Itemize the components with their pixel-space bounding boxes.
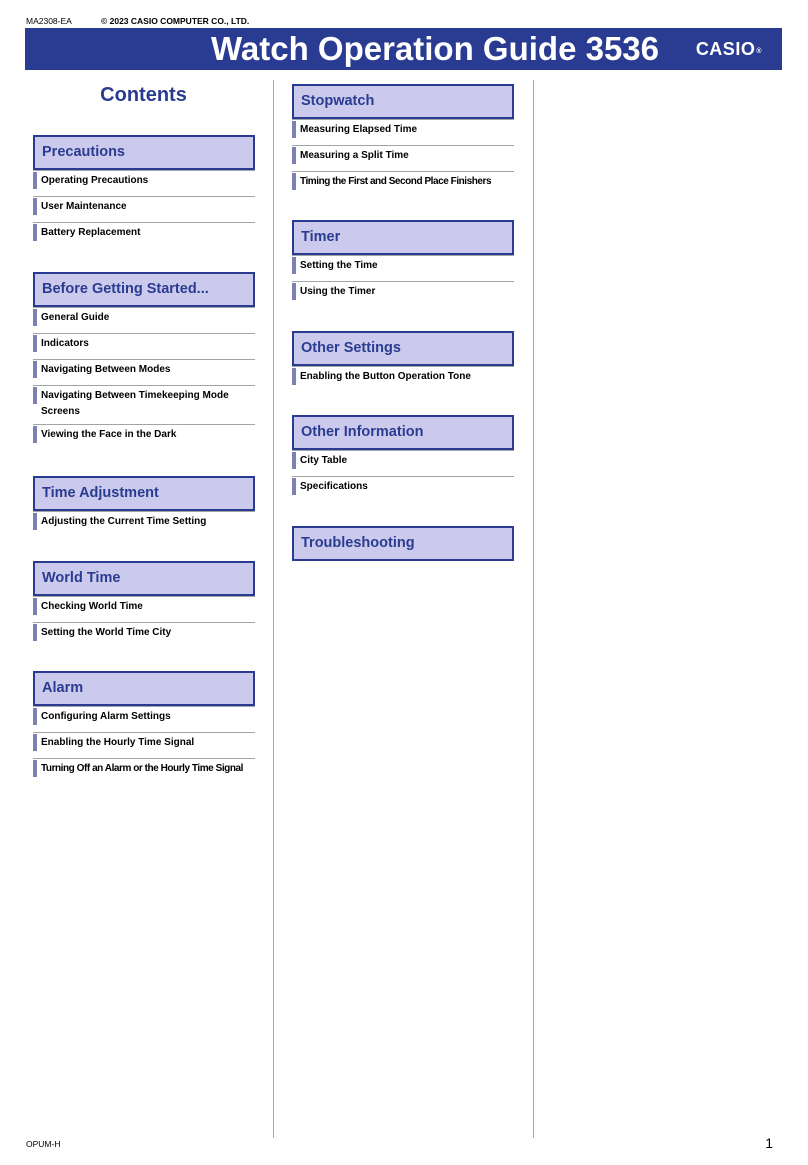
brand-name: CASIO	[695, 39, 756, 59]
toc-link-user-maintenance[interactable]: User Maintenance	[33, 196, 255, 222]
section-heading-time-adjustment[interactable]: Time Adjustment	[33, 476, 255, 511]
section-heading-before-getting-started[interactable]: Before Getting Started...	[33, 272, 255, 307]
toc-link-enabling-hourly-signal[interactable]: Enabling the Hourly Time Signal	[33, 732, 255, 758]
toc-link-navigating-timekeeping-screens[interactable]: Navigating Between Timekeeping Mode Screens	[33, 385, 255, 424]
column-divider	[533, 80, 534, 1138]
toc-link-using-the-timer[interactable]: Using the Timer	[292, 281, 514, 307]
toc-link-configuring-alarm[interactable]: Configuring Alarm Settings	[33, 706, 255, 732]
toc-link-measuring-split-time[interactable]: Measuring a Split Time	[292, 145, 514, 171]
section-heading-troubleshooting[interactable]: Troubleshooting	[292, 526, 514, 561]
section-troubleshooting	[292, 526, 514, 561]
section-before-getting-started	[33, 272, 255, 450]
toc-link-checking-world-time[interactable]: Checking World Time	[33, 596, 255, 622]
toc-link-setting-the-time[interactable]: Setting the Time	[292, 255, 514, 281]
section-alarm	[33, 671, 255, 784]
contents-heading: Contents	[100, 84, 187, 106]
copyright-notice: © 2023 CASIO COMPUTER CO., LTD.	[101, 16, 250, 26]
toc-link-specifications[interactable]: Specifications	[292, 476, 514, 502]
document-code: MA2308-EA	[26, 16, 72, 26]
page-title: Watch Operation Guide 3536	[210, 30, 659, 67]
section-heading-stopwatch[interactable]: Stopwatch	[292, 84, 514, 119]
section-time-adjustment	[33, 476, 255, 537]
title-banner	[25, 28, 782, 70]
section-world-time	[33, 561, 255, 648]
registered-mark: ®	[756, 48, 762, 55]
page-number: 1	[765, 1135, 773, 1151]
section-heading-timer[interactable]: Timer	[292, 220, 514, 255]
section-heading-other-settings[interactable]: Other Settings	[292, 331, 514, 366]
toc-link-adjusting-current-time[interactable]: Adjusting the Current Time Setting	[33, 511, 255, 537]
toc-link-turning-off-alarm[interactable]: Turning Off an Alarm or the Hourly Time Signal	[33, 758, 255, 784]
section-precautions	[33, 135, 255, 248]
toc-link-city-table[interactable]: City Table	[292, 450, 514, 476]
toc-link-setting-world-time-city[interactable]: Setting the World Time City	[33, 622, 255, 648]
toc-link-indicators[interactable]: Indicators	[33, 333, 255, 359]
section-timer	[292, 220, 514, 307]
column-divider	[273, 80, 274, 1138]
section-heading-alarm[interactable]: Alarm	[33, 671, 255, 706]
section-other-information	[292, 415, 514, 502]
toc-link-battery-replacement[interactable]: Battery Replacement	[33, 222, 255, 248]
toc-link-button-operation-tone[interactable]: Enabling the Button Operation Tone	[292, 366, 514, 392]
toc-link-measuring-elapsed-time[interactable]: Measuring Elapsed Time	[292, 119, 514, 145]
section-heading-precautions[interactable]: Precautions	[33, 135, 255, 170]
toc-link-viewing-face-in-dark[interactable]: Viewing the Face in the Dark	[33, 424, 255, 450]
section-heading-world-time[interactable]: World Time	[33, 561, 255, 596]
section-heading-other-information[interactable]: Other Information	[292, 415, 514, 450]
section-stopwatch	[292, 84, 514, 197]
toc-link-general-guide[interactable]: General Guide	[33, 307, 255, 333]
footer-code: OPUM-H	[26, 1139, 61, 1149]
toc-link-operating-precautions[interactable]: Operating Precautions	[33, 170, 255, 196]
casio-logo	[696, 39, 762, 62]
toc-link-timing-finishers[interactable]: Timing the First and Second Place Finishers	[292, 171, 514, 197]
section-other-settings	[292, 331, 514, 392]
toc-link-navigating-between-modes[interactable]: Navigating Between Modes	[33, 359, 255, 385]
